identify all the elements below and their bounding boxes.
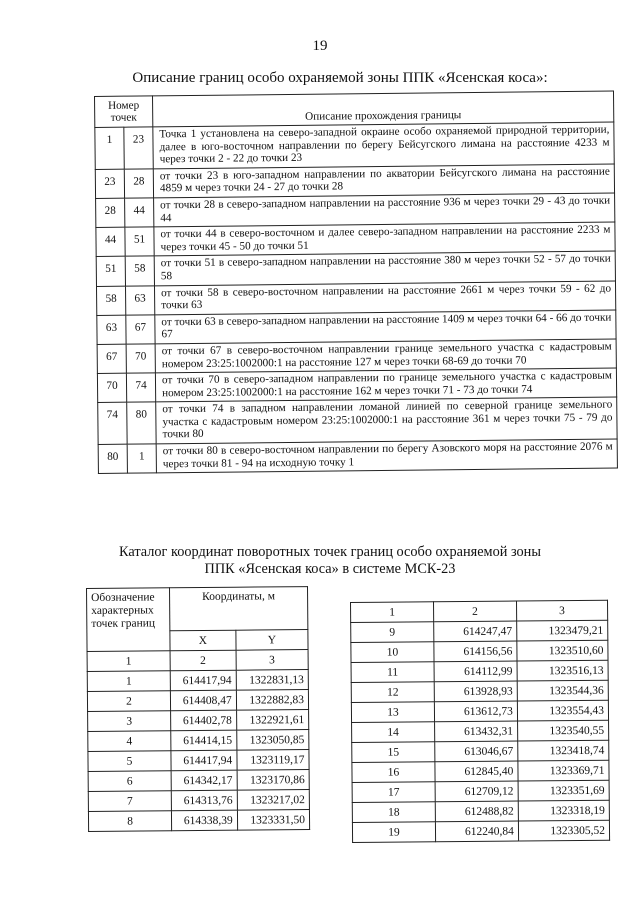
point-number: 11 bbox=[351, 662, 434, 683]
coord-y: 1323516,13 bbox=[517, 660, 608, 681]
point-number: 15 bbox=[352, 742, 435, 763]
coord-x: 614408,47 bbox=[170, 690, 236, 711]
coord-x: 614402,78 bbox=[171, 710, 237, 731]
coord-y: 1322882,83 bbox=[236, 690, 308, 711]
coord-x: 612488,82 bbox=[435, 801, 518, 822]
col-number-3: 3 bbox=[236, 650, 308, 671]
boundary-description: от точки 67 в северо-восточном направлении границе земельного участка с кадастровым номером 23:25:1002000:1 на расстояние 127 м через точки 68-69 до точки 70 bbox=[155, 339, 616, 373]
boundary-description: Точка 1 установлена на северо-западной окраине особо охраняемой природной территории, далее в юго-восточном направлении по берегу Бейсугского лимана на расстояние 4233 м через точки 2 - 22 до точки 23 bbox=[153, 122, 614, 169]
boundary-description: от точки 28 в северо-западном направлении на расстояние 936 м через точки 29 - 43 до точки 44 bbox=[154, 193, 615, 227]
coord-row bbox=[88, 710, 309, 732]
header-x: X bbox=[170, 630, 236, 651]
point-from: 74 bbox=[98, 402, 127, 444]
col-number-1: 1 bbox=[87, 651, 170, 672]
col-number-2: 2 bbox=[170, 650, 236, 671]
point-from: 28 bbox=[96, 198, 125, 227]
point-to: 44 bbox=[125, 198, 154, 227]
coord-x: 614342,17 bbox=[171, 770, 237, 791]
coord-row bbox=[352, 740, 609, 762]
point-from: 58 bbox=[96, 286, 125, 315]
coord-row bbox=[351, 700, 608, 722]
coord-row bbox=[352, 800, 609, 822]
coord-y: 1323170,86 bbox=[237, 770, 309, 791]
page-number: 19 bbox=[312, 38, 328, 54]
header-y: Y bbox=[236, 630, 308, 651]
coord-row bbox=[352, 760, 609, 782]
coord-x: 614417,94 bbox=[171, 750, 237, 771]
point-number: 1 bbox=[87, 671, 170, 692]
coord-y: 1323305,52 bbox=[518, 820, 609, 841]
point-number: 14 bbox=[352, 722, 435, 743]
catalog-title bbox=[90, 544, 570, 578]
coord-y: 1323418,74 bbox=[518, 740, 609, 761]
coord-y: 1323050,85 bbox=[236, 730, 308, 751]
boundary-table bbox=[94, 91, 618, 475]
point-to: 80 bbox=[127, 402, 156, 444]
coord-row bbox=[351, 660, 608, 682]
coord-x: 613612,73 bbox=[434, 701, 517, 722]
boundary-row bbox=[98, 397, 617, 444]
point-from: 23 bbox=[95, 169, 124, 198]
point-to: 58 bbox=[125, 256, 154, 285]
coord-row bbox=[87, 690, 308, 712]
coords-table-right bbox=[350, 600, 610, 843]
coord-row bbox=[88, 790, 309, 812]
coord-y: 1323479,21 bbox=[517, 620, 608, 641]
coord-row bbox=[351, 680, 608, 702]
header-characteristic-points: Обозначение характерных точек границ bbox=[87, 588, 171, 652]
coord-y: 1323331,50 bbox=[237, 810, 309, 831]
coord-y: 1322831,13 bbox=[236, 670, 308, 691]
point-from: 44 bbox=[96, 227, 125, 256]
coord-x: 613046,67 bbox=[435, 741, 518, 762]
boundary-row bbox=[95, 122, 614, 169]
coord-row bbox=[351, 620, 608, 642]
coord-x: 613432,31 bbox=[435, 721, 518, 742]
coord-row bbox=[352, 820, 609, 842]
coord-y: 1323554,43 bbox=[517, 700, 608, 721]
coord-y: 1323119,17 bbox=[237, 750, 309, 771]
point-number: 4 bbox=[88, 731, 171, 752]
point-number: 17 bbox=[352, 782, 435, 803]
point-to: 28 bbox=[124, 169, 153, 198]
point-from: 1 bbox=[95, 127, 124, 169]
point-to: 67 bbox=[126, 315, 155, 344]
header-description: Описание прохождения границы bbox=[153, 91, 614, 127]
point-to: 63 bbox=[125, 285, 154, 314]
point-number: 12 bbox=[351, 682, 434, 703]
coord-x: 614247,47 bbox=[434, 621, 517, 642]
point-number: 6 bbox=[88, 771, 171, 792]
col-number-2: 2 bbox=[434, 601, 517, 622]
boundary-row bbox=[98, 439, 617, 474]
coord-row bbox=[352, 780, 609, 802]
coord-y: 1323540,55 bbox=[517, 720, 608, 741]
coord-x: 614338,39 bbox=[171, 810, 237, 831]
boundary-description: от точки 74 в западном направлении ломаной линией по северной границе земельного участка с кадастровым номером 23:25:1002000:1 на расстояние 361 м через точки 75 - 79 до точки 80 bbox=[156, 397, 617, 444]
coord-y: 1323351,69 bbox=[518, 780, 609, 801]
boundary-description: от точки 51 в северо-западном направлении на расстояние 380 м через точки 52 - 57 до точки 58 bbox=[154, 251, 615, 285]
boundary-title: Описание границ особо охраняемой зоны ППК «Ясенская коса»: bbox=[132, 70, 548, 86]
boundary-description: от точки 63 в северо-западном направлении на расстояние 1409 м через точки 64 - 66 до точки 67 bbox=[155, 310, 616, 344]
point-to: 23 bbox=[124, 127, 153, 169]
coord-x: 614156,56 bbox=[434, 641, 517, 662]
point-to: 70 bbox=[126, 344, 155, 373]
coord-y: 1323369,71 bbox=[518, 760, 609, 781]
point-from: 80 bbox=[98, 444, 127, 473]
point-number: 10 bbox=[351, 642, 434, 663]
point-number: 9 bbox=[351, 622, 434, 643]
point-from: 51 bbox=[96, 257, 125, 286]
coord-row bbox=[88, 730, 309, 752]
coord-row bbox=[352, 720, 609, 742]
point-from: 67 bbox=[97, 344, 126, 373]
point-number: 16 bbox=[352, 762, 435, 783]
catalog-title-line2: ППК «Ясенская коса» в системе МСК-23 bbox=[204, 561, 456, 577]
coord-x: 614313,76 bbox=[171, 790, 237, 811]
coord-row bbox=[351, 640, 608, 662]
coord-x: 612845,40 bbox=[435, 761, 518, 782]
coord-x: 614112,99 bbox=[434, 661, 517, 682]
point-number: 3 bbox=[88, 711, 171, 732]
coord-x: 612240,84 bbox=[435, 821, 518, 842]
point-number: 7 bbox=[88, 791, 171, 812]
header-coordinates: Координаты, м bbox=[170, 587, 308, 631]
col-number-1: 1 bbox=[351, 602, 434, 623]
point-number: 5 bbox=[88, 751, 171, 772]
coord-row bbox=[87, 670, 308, 692]
point-from: 63 bbox=[97, 315, 126, 344]
point-number: 18 bbox=[352, 802, 435, 823]
coord-row bbox=[88, 750, 309, 772]
boundary-description: от точки 70 в северо-западном направлении по границе земельного участка с кадастровым номером 23:25:1002000:1 на расстояние 162 м через точки 71 - 73 до точки 74 bbox=[155, 368, 616, 402]
coords-table-left bbox=[86, 586, 310, 832]
point-to: 74 bbox=[126, 373, 155, 402]
point-to: 51 bbox=[125, 227, 154, 256]
catalog-title-line1: Каталог координат поворотных точек границ особо охраняемой зоны bbox=[119, 544, 541, 560]
coord-y: 1323217,02 bbox=[237, 790, 309, 811]
point-number: 8 bbox=[88, 811, 171, 832]
coord-y: 1323544,36 bbox=[517, 680, 608, 701]
boundary-description: от точки 44 в северо-восточном и далее северо-западном направлении на расстояние 2233 м через точки 45 - 50 до точки 51 bbox=[154, 222, 615, 256]
coord-x: 613928,93 bbox=[434, 681, 517, 702]
coord-x: 614414,15 bbox=[171, 730, 237, 751]
point-to: 1 bbox=[127, 444, 156, 473]
coord-row bbox=[88, 770, 309, 792]
point-number: 19 bbox=[352, 822, 435, 843]
coord-x: 614417,94 bbox=[170, 670, 236, 691]
point-from: 70 bbox=[97, 373, 126, 402]
boundary-description: от точки 23 в юго-западном направлении по акватории Бейсугского лимана на расстояние 4859 м через точки 24 - 27 до точки 28 bbox=[153, 164, 614, 198]
header-points: Номер точек bbox=[95, 96, 153, 128]
coord-y: 1323510,60 bbox=[517, 640, 608, 661]
col-number-3: 3 bbox=[516, 600, 607, 621]
coord-y: 1322921,61 bbox=[236, 710, 308, 731]
point-number: 2 bbox=[87, 691, 170, 712]
boundary-description: от точки 58 в северо-восточном направлении на расстояние 2661 м через точки 59 - 62 до точки 63 bbox=[154, 281, 615, 315]
coord-x: 612709,12 bbox=[435, 781, 518, 802]
point-number: 13 bbox=[351, 702, 434, 723]
coord-row bbox=[88, 810, 309, 832]
boundary-description: от точки 80 в северо-восточном направлении по берегу Азовского моря на расстояние 2076 м через точки 81 - 94 на исходную точку 1 bbox=[156, 439, 617, 473]
coord-y: 1323318,19 bbox=[518, 800, 609, 821]
